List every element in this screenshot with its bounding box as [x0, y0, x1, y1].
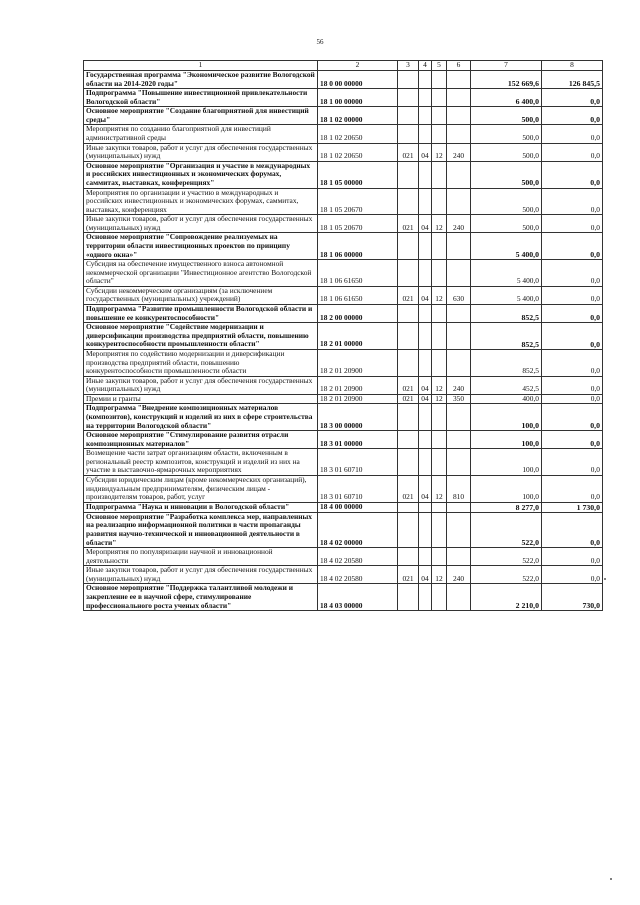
table-row: [84, 404, 603, 431]
page-number: 56: [316, 38, 324, 46]
department-code-cell: [398, 349, 419, 376]
target-article-cell: 18 1 05 00000: [318, 161, 398, 188]
amount-year1-cell: 100,0: [471, 404, 542, 431]
target-article-cell: 18 4 03 00000: [318, 584, 398, 611]
subsection-code-cell: 12: [432, 286, 447, 304]
department-code-cell: [398, 502, 419, 512]
item-name-cell: Основное мероприятие "Сопровождение реализуемых на территории области инвестиционных проектов по принципу «одного окна»": [84, 233, 318, 260]
target-article-cell: 18 1 00 00000: [318, 89, 398, 107]
scan-speck: [610, 878, 612, 880]
scan-speck: [604, 578, 606, 580]
expense-type-cell: 350: [447, 394, 471, 404]
item-name-cell: Мероприятия по организации и участию в международных и российских инвестиционных и экономических форумах, саммитах, выставках, конференциях: [84, 188, 318, 215]
item-name-cell: Основное мероприятие "Содействие модернизации и диверсификации производства предприятий области, повышению конкурентоспособности промышленности области": [84, 323, 318, 350]
table-row: [84, 89, 603, 107]
expense-type-cell: [447, 161, 471, 188]
amount-year1-cell: 852,5: [471, 349, 542, 376]
subsection-code-cell: 12: [432, 143, 447, 161]
target-article-cell: 18 1 06 61650: [318, 260, 398, 287]
target-article-cell: 18 2 01 20900: [318, 376, 398, 394]
amount-year1-cell: 400,0: [471, 394, 542, 404]
budget-table: [83, 60, 603, 611]
expense-type-cell: 240: [447, 376, 471, 394]
expense-type-cell: [447, 305, 471, 323]
item-name-cell: Иные закупки товаров, работ и услуг для обеспечения государственных (муниципальных) нужд: [84, 566, 318, 584]
column-number: 1: [84, 61, 318, 71]
section-code-cell: [419, 548, 432, 566]
target-article-cell: 18 1 05 20670: [318, 188, 398, 215]
target-article-cell: 18 3 01 60710: [318, 476, 398, 503]
department-code-cell: [398, 107, 419, 125]
amount-year2-cell: 0,0: [542, 215, 603, 233]
amount-year1-cell: 8 277,0: [471, 502, 542, 512]
section-code-cell: [419, 502, 432, 512]
table-row: [84, 502, 603, 512]
department-code-cell: [398, 71, 419, 89]
department-code-cell: 021: [398, 143, 419, 161]
section-code-cell: [419, 512, 432, 547]
target-article-cell: 18 1 05 20670: [318, 215, 398, 233]
subsection-code-cell: [432, 449, 447, 476]
section-code-cell: [419, 89, 432, 107]
subsection-code-cell: [432, 349, 447, 376]
expense-type-cell: 630: [447, 286, 471, 304]
item-name-cell: Иные закупки товаров, работ и услуг для обеспечения государственных (муниципальных) нужд: [84, 376, 318, 394]
expense-type-cell: [447, 89, 471, 107]
department-code-cell: [398, 188, 419, 215]
section-code-cell: [419, 188, 432, 215]
column-number: 6: [447, 61, 471, 71]
table-row: [84, 233, 603, 260]
column-number-row: [84, 61, 603, 71]
table-row: [84, 476, 603, 503]
section-code-cell: 04: [419, 215, 432, 233]
department-code-cell: [398, 449, 419, 476]
amount-year2-cell: 1 730,0: [542, 502, 603, 512]
column-number: 7: [471, 61, 542, 71]
item-name-cell: Возмещение части затрат организациям области, включенным в региональный реестр композитов, конструкций и изделий из них на участие в выставочно-ярмарочных мероприятиях: [84, 449, 318, 476]
target-article-cell: 18 3 01 00000: [318, 431, 398, 449]
item-name-cell: Подпрограмма "Повышение инвестиционной привлекательности Вологодской области": [84, 89, 318, 107]
department-code-cell: [398, 89, 419, 107]
expense-type-cell: [447, 502, 471, 512]
table-row: [84, 161, 603, 188]
department-code-cell: 021: [398, 215, 419, 233]
subsection-code-cell: [432, 107, 447, 125]
amount-year1-cell: 500,0: [471, 107, 542, 125]
amount-year1-cell: 500,0: [471, 188, 542, 215]
expense-type-cell: 240: [447, 566, 471, 584]
table-row: [84, 188, 603, 215]
table-row: [84, 449, 603, 476]
amount-year1-cell: 100,0: [471, 449, 542, 476]
section-code-cell: [419, 107, 432, 125]
subsection-code-cell: [432, 404, 447, 431]
department-code-cell: [398, 431, 419, 449]
department-code-cell: [398, 161, 419, 188]
item-name-cell: Иные закупки товаров, работ и услуг для обеспечения государственных (муниципальных) нужд: [84, 215, 318, 233]
amount-year2-cell: 0,0: [542, 404, 603, 431]
expense-type-cell: 240: [447, 143, 471, 161]
amount-year2-cell: 0,0: [542, 548, 603, 566]
amount-year2-cell: 0,0: [542, 286, 603, 304]
amount-year2-cell: 0,0: [542, 566, 603, 584]
section-code-cell: [419, 305, 432, 323]
department-code-cell: 021: [398, 376, 419, 394]
column-number: 3: [398, 61, 419, 71]
item-name-cell: Подпрограмма "Наука и инновации в Вологодской области": [84, 502, 318, 512]
table-row: [84, 323, 603, 350]
subsection-code-cell: 12: [432, 476, 447, 503]
department-code-cell: [398, 305, 419, 323]
amount-year2-cell: 0,0: [542, 449, 603, 476]
target-article-cell: 18 2 00 00000: [318, 305, 398, 323]
table-row: [84, 376, 603, 394]
expense-type-cell: [447, 404, 471, 431]
expense-type-cell: [447, 512, 471, 547]
item-name-cell: Мероприятия по созданию благоприятной для инвестиций административной среды: [84, 125, 318, 143]
item-name-cell: Основное мероприятие "Стимулирование развития отрасли композиционных материалов": [84, 431, 318, 449]
expense-type-cell: 810: [447, 476, 471, 503]
amount-year2-cell: 0,0: [542, 394, 603, 404]
section-code-cell: [419, 584, 432, 611]
subsection-code-cell: [432, 502, 447, 512]
table-row: [84, 107, 603, 125]
expense-type-cell: [447, 548, 471, 566]
expense-type-cell: [447, 449, 471, 476]
subsection-code-cell: [432, 512, 447, 547]
amount-year2-cell: 0,0: [542, 107, 603, 125]
item-name-cell: Премии и гранты: [84, 394, 318, 404]
department-code-cell: [398, 233, 419, 260]
amount-year1-cell: 522,0: [471, 512, 542, 547]
table-row: [84, 584, 603, 611]
table-row: [84, 305, 603, 323]
department-code-cell: 021: [398, 476, 419, 503]
section-code-cell: [419, 431, 432, 449]
amount-year2-cell: 0,0: [542, 260, 603, 287]
subsection-code-cell: [432, 323, 447, 350]
subsection-code-cell: 12: [432, 215, 447, 233]
item-name-cell: Субсидии некоммерческим организациям (за исключением государственных (муниципальных) учреждений): [84, 286, 318, 304]
section-code-cell: [419, 161, 432, 188]
table-row: [84, 548, 603, 566]
table-row: [84, 566, 603, 584]
department-code-cell: [398, 404, 419, 431]
target-article-cell: 18 3 01 60710: [318, 449, 398, 476]
subsection-code-cell: [432, 188, 447, 215]
subsection-code-cell: [432, 260, 447, 287]
table-row: [84, 431, 603, 449]
subsection-code-cell: [432, 584, 447, 611]
column-number: 8: [542, 61, 603, 71]
section-code-cell: [419, 71, 432, 89]
item-name-cell: Иные закупки товаров, работ и услуг для обеспечения государственных (муниципальных) нужд: [84, 143, 318, 161]
subsection-code-cell: [432, 233, 447, 260]
target-article-cell: 18 4 02 20580: [318, 548, 398, 566]
item-name-cell: Государственная программа "Экономическое развитие Вологодской области на 2014-2020 годы": [84, 71, 318, 89]
department-code-cell: 021: [398, 286, 419, 304]
target-article-cell: 18 1 06 00000: [318, 233, 398, 260]
department-code-cell: [398, 260, 419, 287]
amount-year2-cell: 0,0: [542, 188, 603, 215]
amount-year2-cell: 0,0: [542, 233, 603, 260]
table-row: [84, 260, 603, 287]
amount-year1-cell: 100,0: [471, 431, 542, 449]
section-code-cell: 04: [419, 566, 432, 584]
item-name-cell: Основное мероприятие "Организация и участие в международных и российских инвестиционных и экономических форумах, саммитах, выставках, конференциях": [84, 161, 318, 188]
subsection-code-cell: [432, 161, 447, 188]
amount-year1-cell: 500,0: [471, 125, 542, 143]
item-name-cell: Основное мероприятие "Поддержка талантливой молодежи и закрепление ее в научной сфере, стимулирование профессионального роста ученых области": [84, 584, 318, 611]
item-name-cell: Подпрограмма "Внедрение композиционных материалов (композитов), конструкций и изделий из них в сфере строительства на территории Вологодской области": [84, 404, 318, 431]
amount-year2-cell: 0,0: [542, 143, 603, 161]
expense-type-cell: [447, 107, 471, 125]
subsection-code-cell: 12: [432, 376, 447, 394]
target-article-cell: 18 1 02 20650: [318, 125, 398, 143]
expense-type-cell: 240: [447, 215, 471, 233]
expense-type-cell: [447, 431, 471, 449]
amount-year1-cell: 522,0: [471, 548, 542, 566]
expense-type-cell: [447, 71, 471, 89]
amount-year1-cell: 852,5: [471, 323, 542, 350]
target-article-cell: 18 0 00 00000: [318, 71, 398, 89]
subsection-code-cell: 12: [432, 566, 447, 584]
department-code-cell: [398, 548, 419, 566]
amount-year1-cell: 500,0: [471, 161, 542, 188]
section-code-cell: 04: [419, 286, 432, 304]
item-name-cell: Подпрограмма "Развитие промышленности Вологодской области и повышение ее конкурентоспособности": [84, 305, 318, 323]
section-code-cell: 04: [419, 394, 432, 404]
amount-year2-cell: 0,0: [542, 376, 603, 394]
column-number: 5: [432, 61, 447, 71]
section-code-cell: 04: [419, 476, 432, 503]
section-code-cell: 04: [419, 143, 432, 161]
amount-year2-cell: 0,0: [542, 305, 603, 323]
section-code-cell: [419, 323, 432, 350]
amount-year1-cell: 852,5: [471, 305, 542, 323]
amount-year1-cell: 5 400,0: [471, 260, 542, 287]
amount-year1-cell: 152 669,6: [471, 71, 542, 89]
amount-year2-cell: 0,0: [542, 431, 603, 449]
department-code-cell: [398, 323, 419, 350]
target-article-cell: 18 4 02 00000: [318, 512, 398, 547]
target-article-cell: 18 1 02 20650: [318, 143, 398, 161]
section-code-cell: 04: [419, 376, 432, 394]
section-code-cell: [419, 349, 432, 376]
department-code-cell: 021: [398, 566, 419, 584]
table-row: [84, 512, 603, 547]
item-name-cell: Мероприятия по содействию модернизации и диверсификации производства предприятий области, повышению конкурентоспособности промышленности области: [84, 349, 318, 376]
amount-year2-cell: 0,0: [542, 476, 603, 503]
department-code-cell: 021: [398, 394, 419, 404]
amount-year2-cell: 0,0: [542, 161, 603, 188]
section-code-cell: [419, 404, 432, 431]
table-row: [84, 125, 603, 143]
amount-year2-cell: 126 845,5: [542, 71, 603, 89]
amount-year1-cell: 100,0: [471, 476, 542, 503]
table-row: [84, 394, 603, 404]
department-code-cell: [398, 125, 419, 143]
expense-type-cell: [447, 188, 471, 215]
amount-year2-cell: 0,0: [542, 323, 603, 350]
item-name-cell: Субсидии юридическим лицам (кроме некоммерческих организаций), индивидуальным предпринимателям, физическим лицам - производителям товаров, работ, услуг: [84, 476, 318, 503]
item-name-cell: Основное мероприятие "Разработка комплекса мер, направленных на реализацию информационной политики в части пропаганды развития научно-технической и инновационной деятельности в области": [84, 512, 318, 547]
table-row: [84, 286, 603, 304]
amount-year2-cell: 0,0: [542, 349, 603, 376]
expense-type-cell: [447, 125, 471, 143]
expense-type-cell: [447, 584, 471, 611]
amount-year2-cell: 0,0: [542, 89, 603, 107]
subsection-code-cell: [432, 431, 447, 449]
target-article-cell: 18 2 01 20900: [318, 394, 398, 404]
target-article-cell: 18 2 01 20900: [318, 349, 398, 376]
item-name-cell: Субсидия на обеспечение имущественного взноса автономной некоммерческой организации "Инвестиционное агентство Вологодской области": [84, 260, 318, 287]
table-row: [84, 349, 603, 376]
expense-type-cell: [447, 260, 471, 287]
amount-year1-cell: 500,0: [471, 143, 542, 161]
expense-type-cell: [447, 349, 471, 376]
item-name-cell: Мероприятия по популяризации научной и инновационной деятельности: [84, 548, 318, 566]
subsection-code-cell: [432, 548, 447, 566]
target-article-cell: 18 3 00 00000: [318, 404, 398, 431]
subsection-code-cell: 12: [432, 394, 447, 404]
amount-year2-cell: 730,0: [542, 584, 603, 611]
section-code-cell: [419, 260, 432, 287]
column-number: 4: [419, 61, 432, 71]
column-number: 2: [318, 61, 398, 71]
target-article-cell: 18 2 01 00000: [318, 323, 398, 350]
amount-year1-cell: 2 210,0: [471, 584, 542, 611]
subsection-code-cell: [432, 71, 447, 89]
department-code-cell: [398, 584, 419, 611]
amount-year1-cell: 5 400,0: [471, 233, 542, 260]
target-article-cell: 18 4 02 20580: [318, 566, 398, 584]
amount-year2-cell: 0,0: [542, 125, 603, 143]
amount-year1-cell: 6 400,0: [471, 89, 542, 107]
table-row: [84, 215, 603, 233]
amount-year1-cell: 452,5: [471, 376, 542, 394]
subsection-code-cell: [432, 305, 447, 323]
target-article-cell: 18 4 00 00000: [318, 502, 398, 512]
expense-type-cell: [447, 233, 471, 260]
subsection-code-cell: [432, 89, 447, 107]
item-name-cell: Основное мероприятие "Создание благоприятной для инвестиций среды": [84, 107, 318, 125]
expense-type-cell: [447, 323, 471, 350]
amount-year1-cell: 522,0: [471, 566, 542, 584]
section-code-cell: [419, 125, 432, 143]
target-article-cell: 18 1 02 00000: [318, 107, 398, 125]
amount-year2-cell: 0,0: [542, 512, 603, 547]
subsection-code-cell: [432, 125, 447, 143]
target-article-cell: 18 1 06 61650: [318, 286, 398, 304]
amount-year1-cell: 5 400,0: [471, 286, 542, 304]
amount-year1-cell: 500,0: [471, 215, 542, 233]
section-code-cell: [419, 233, 432, 260]
department-code-cell: [398, 512, 419, 547]
table-row: [84, 143, 603, 161]
table-row: [84, 71, 603, 89]
section-code-cell: [419, 449, 432, 476]
